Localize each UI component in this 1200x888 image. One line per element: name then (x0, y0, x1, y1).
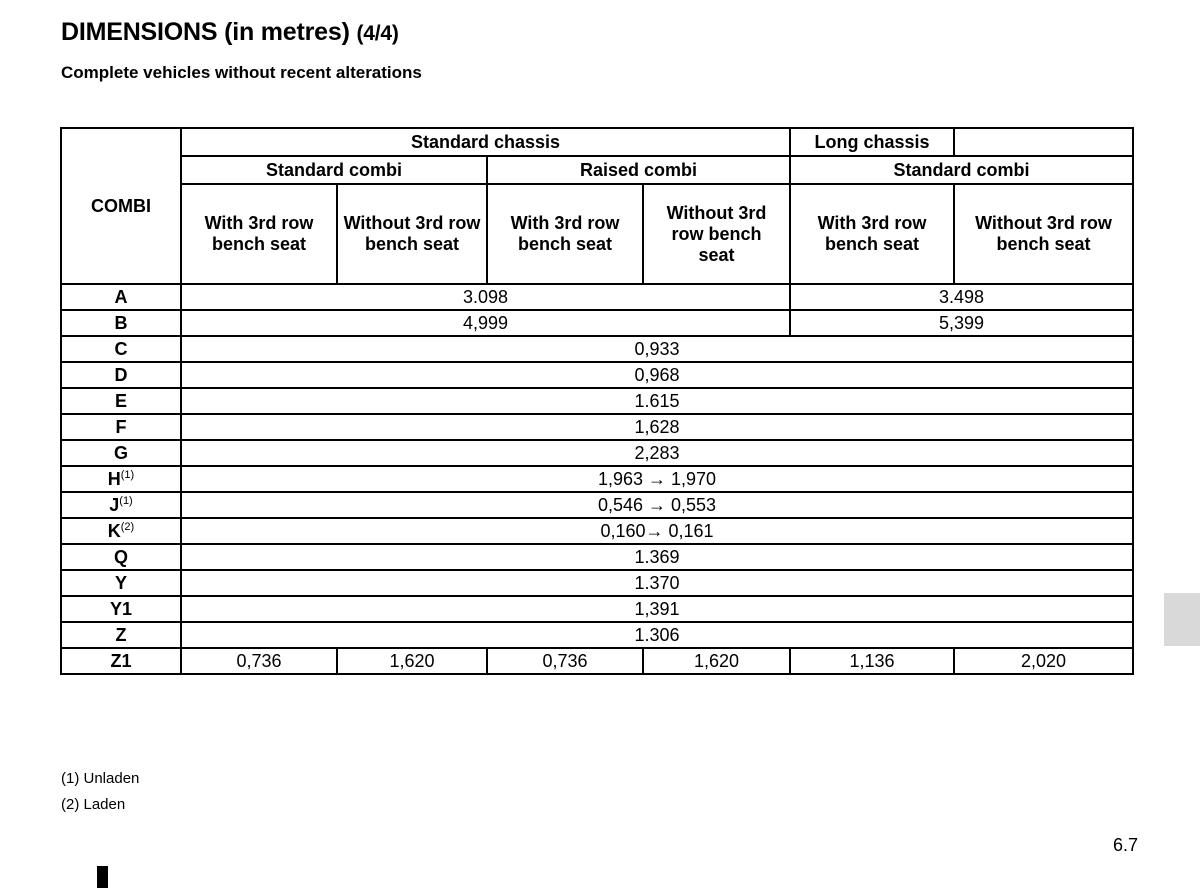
cell-value: 1.369 (181, 544, 1133, 570)
crop-mark (97, 866, 108, 888)
row-label: Q (61, 544, 181, 570)
cell-value: 4,999 (181, 310, 790, 336)
cell-value: 3.498 (790, 284, 1133, 310)
row-label (61, 492, 181, 518)
row-label (61, 518, 181, 544)
cell-value: 0,736 (181, 648, 337, 674)
table-row (61, 622, 1133, 648)
row-label: D (61, 362, 181, 388)
table-row (61, 466, 1133, 492)
cell-value: 5,399 (790, 310, 1133, 336)
column-header: Without 3rd row bench seat (954, 184, 1133, 284)
cell-value: 0,933 (181, 336, 1133, 362)
row-label: Z1 (61, 648, 181, 674)
row-label: Z (61, 622, 181, 648)
cell-value: 2,020 (954, 648, 1133, 674)
cell-value: 3.098 (181, 284, 790, 310)
cell-value: 1.615 (181, 388, 1133, 414)
table-row (61, 596, 1133, 622)
header-row-chassis (61, 128, 1133, 156)
table-row (61, 492, 1133, 518)
column-header: Without 3rd row bench seat (643, 184, 790, 284)
cell-value: 1,620 (337, 648, 487, 674)
row-label: Y (61, 570, 181, 596)
cell-value: 1.306 (181, 622, 1133, 648)
page-number: 6.7 (1113, 835, 1139, 855)
cell-value: 0,160→ 0,161 (181, 518, 1133, 544)
table-row (61, 362, 1133, 388)
dimensions-table (60, 127, 1134, 675)
table-row (61, 336, 1133, 362)
column-header: With 3rd row bench seat (790, 184, 954, 284)
row-label: A (61, 284, 181, 310)
section-tab-marker (1164, 593, 1200, 646)
cell-value: 0,968 (181, 362, 1133, 388)
cell-value: 1,963 → 1,970 (181, 466, 1133, 492)
header-long-chassis: Long chassis (790, 128, 954, 156)
table-row (61, 648, 1133, 674)
cell-value: 2,283 (181, 440, 1133, 466)
cell-value: 1,620 (643, 648, 790, 674)
row-label-text: H (107, 468, 121, 489)
table-row (61, 440, 1133, 466)
row-label: F (61, 414, 181, 440)
footnote-ref: (1) (119, 494, 133, 507)
table-row (61, 310, 1133, 336)
page-title (61, 18, 399, 47)
column-header: Without 3rd row bench seat (337, 184, 487, 284)
header-standard-combi-long: Standard combi (790, 156, 1133, 184)
page-subtitle: Complete vehicles without recent alterations (61, 63, 422, 82)
header-standard-chassis: Standard chassis (181, 128, 790, 156)
cell-value: 1,391 (181, 596, 1133, 622)
row-label: G (61, 440, 181, 466)
column-header: With 3rd row bench seat (181, 184, 337, 284)
corner-header: COMBI (61, 128, 181, 284)
row-label-text: K (107, 520, 121, 541)
header-standard-combi: Standard combi (181, 156, 487, 184)
footnote-ref: (1) (120, 468, 135, 481)
table-row (61, 518, 1133, 544)
row-label: B (61, 310, 181, 336)
row-label (61, 466, 181, 492)
header-blank-cell (954, 128, 1133, 156)
row-label: E (61, 388, 181, 414)
cell-value: 1.370 (181, 570, 1133, 596)
cell-value: 0,736 (487, 648, 643, 674)
cell-value: 0,546 → 0,553 (181, 492, 1133, 518)
footnote-unladen: (1) Unladen (61, 770, 140, 787)
cell-value: 1,628 (181, 414, 1133, 440)
title-page-indicator: (4/4) (356, 22, 399, 45)
table-row (61, 284, 1133, 310)
title-text: DIMENSIONS (in metres) (61, 18, 350, 46)
header-raised-combi: Raised combi (487, 156, 790, 184)
row-label: C (61, 336, 181, 362)
table-row (61, 414, 1133, 440)
footnote-ref: (2) (120, 520, 135, 533)
row-label: Y1 (61, 596, 181, 622)
header-row-seating (61, 184, 1133, 284)
table-row (61, 388, 1133, 414)
header-row-combi (61, 156, 1133, 184)
column-header: With 3rd row bench seat (487, 184, 643, 284)
cell-value: 1,136 (790, 648, 954, 674)
footnote-laden: (2) Laden (61, 796, 126, 813)
table-row (61, 570, 1133, 596)
row-label-text: J (109, 494, 120, 515)
table-row (61, 544, 1133, 570)
